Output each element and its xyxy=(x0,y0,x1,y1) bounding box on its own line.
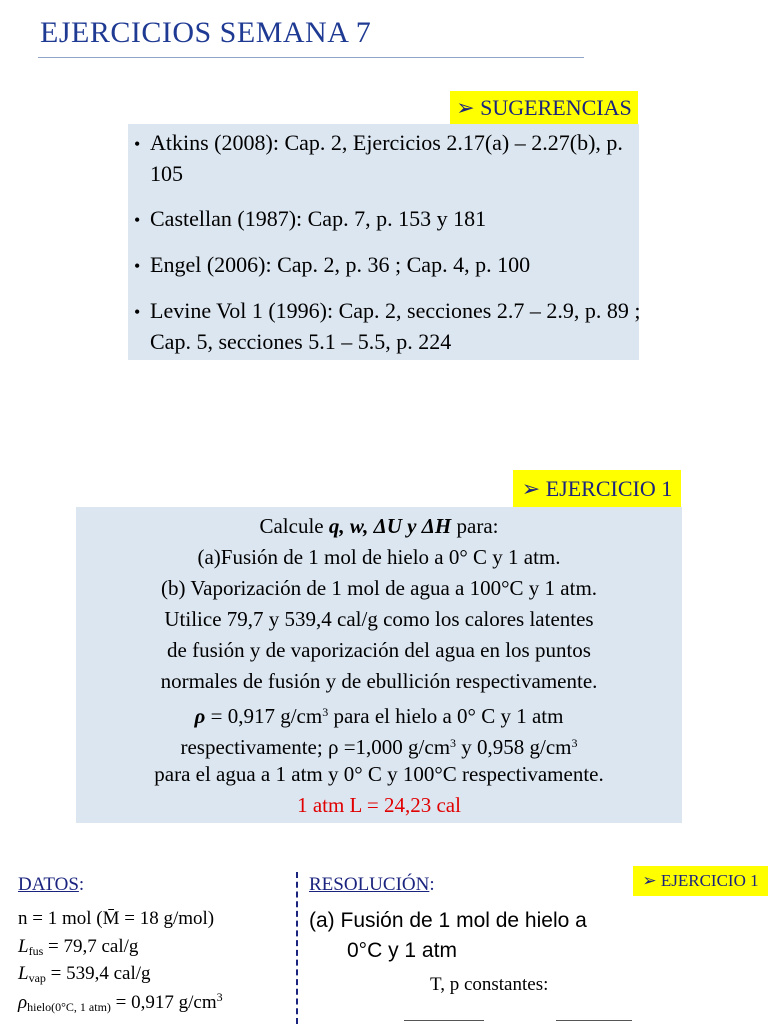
exercise-line: (a)Fusión de 1 mol de hielo a 0° C y 1 atm. xyxy=(197,545,561,569)
list-item: • Levine Vol 1 (1996): Cap. 2, secciones 2.7 – 2.9, p. 89 ; Cap. 5, secciones 5.1 – 5.5, p. 224 xyxy=(134,298,641,354)
conversion-factor: 1 atm L = 24,23 cal xyxy=(297,793,461,817)
tp-constant-note: T, p constantes: xyxy=(430,974,549,995)
exercise-line: (b) Vaporización de 1 mol de agua a 100°C y 1 atm. xyxy=(160,576,598,600)
fraction-bar xyxy=(404,1020,484,1025)
exercise-line: respectivamente; ρ =1,000 $g/cm^3$ y 0,958 $g/cm^3$ xyxy=(180,735,578,759)
list-item: • Engel (2006): Cap. 2, p. 36 ; Cap. 4, p. 100 xyxy=(134,252,531,277)
ejercicio-box xyxy=(76,507,682,823)
list-item: • Atkins (2008): Cap. 2, Ejercicios 2.17(a) – 2.27(b), p. 105 xyxy=(134,130,623,186)
ejercicio-tag-small: ➢ EJERCICIO 1 xyxy=(633,866,768,896)
title-underline xyxy=(38,57,584,58)
exercise-line: normales de fusión y de ebullición respectivamente. xyxy=(160,669,598,693)
datos-lfus: $L_{fus} = 79,7$ cal/g xyxy=(18,936,139,958)
reference-text: Levine Vol 1 (1996): Cap. 2, secciones 2.7 – 2.9, p. 89 ; Cap. 5, secciones 5.1 – 5.5, p. 224 xyxy=(150,298,641,354)
sugerencias-tag: ➢ SUGERENCIAS xyxy=(450,91,638,125)
ejercicio-tag: ➢ EJERCICIO 1 xyxy=(513,470,681,508)
list-item: • Castellan (1987): Cap. 7, p. 153 y 181 xyxy=(134,206,487,231)
resolucion-heading: RESOLUCIÓN: xyxy=(309,874,435,895)
fraction-bar xyxy=(556,1020,632,1025)
datos-lvap: $L_{vap} = 539,4$ cal/g xyxy=(18,963,151,985)
part-a-heading: (a) Fusión de 1 mol de hielo a 0°C y 1 atm xyxy=(309,909,587,962)
column-divider xyxy=(296,872,298,1024)
datos-rho-hielo: $\rho_{hielo(0^\circ C, 1 atm)} = 0,917$ $g/cm^3$ xyxy=(18,990,223,1014)
datos-n: n = 1 mol (M̄ = 18 g/mol) xyxy=(18,908,215,929)
sugerencias-box xyxy=(128,124,639,360)
exercise-line: de fusión y de vaporización del agua en los puntos xyxy=(167,638,591,662)
datos-heading: DATOS: xyxy=(18,874,85,895)
exercise-line: ρ = 0,917 $g/cm^3$ para el hielo a 0° C y 1 atm xyxy=(194,704,564,728)
exercise-line: para el agua a 1 atm y 0° C y 100°C respectivamente. xyxy=(154,762,604,786)
reference-text: Engel (2006): Cap. 2, p. 36 ; Cap. 4, p. 100 xyxy=(150,252,531,277)
reference-text: Castellan (1987): Cap. 7, p. 153 y 181 xyxy=(150,206,487,231)
reference-text: Atkins (2008): Cap. 2, Ejercicios 2.17(a) – 2.27(b), p. 105 xyxy=(150,130,623,186)
page-title: EJERCICIOS SEMANA 7 xyxy=(40,16,372,49)
exercise-line: Utilice 79,7 y 539,4 cal/g como los calores latentes xyxy=(164,607,594,631)
exercise-line: Calcule q, w, ΔU y ΔH para: xyxy=(259,514,499,538)
